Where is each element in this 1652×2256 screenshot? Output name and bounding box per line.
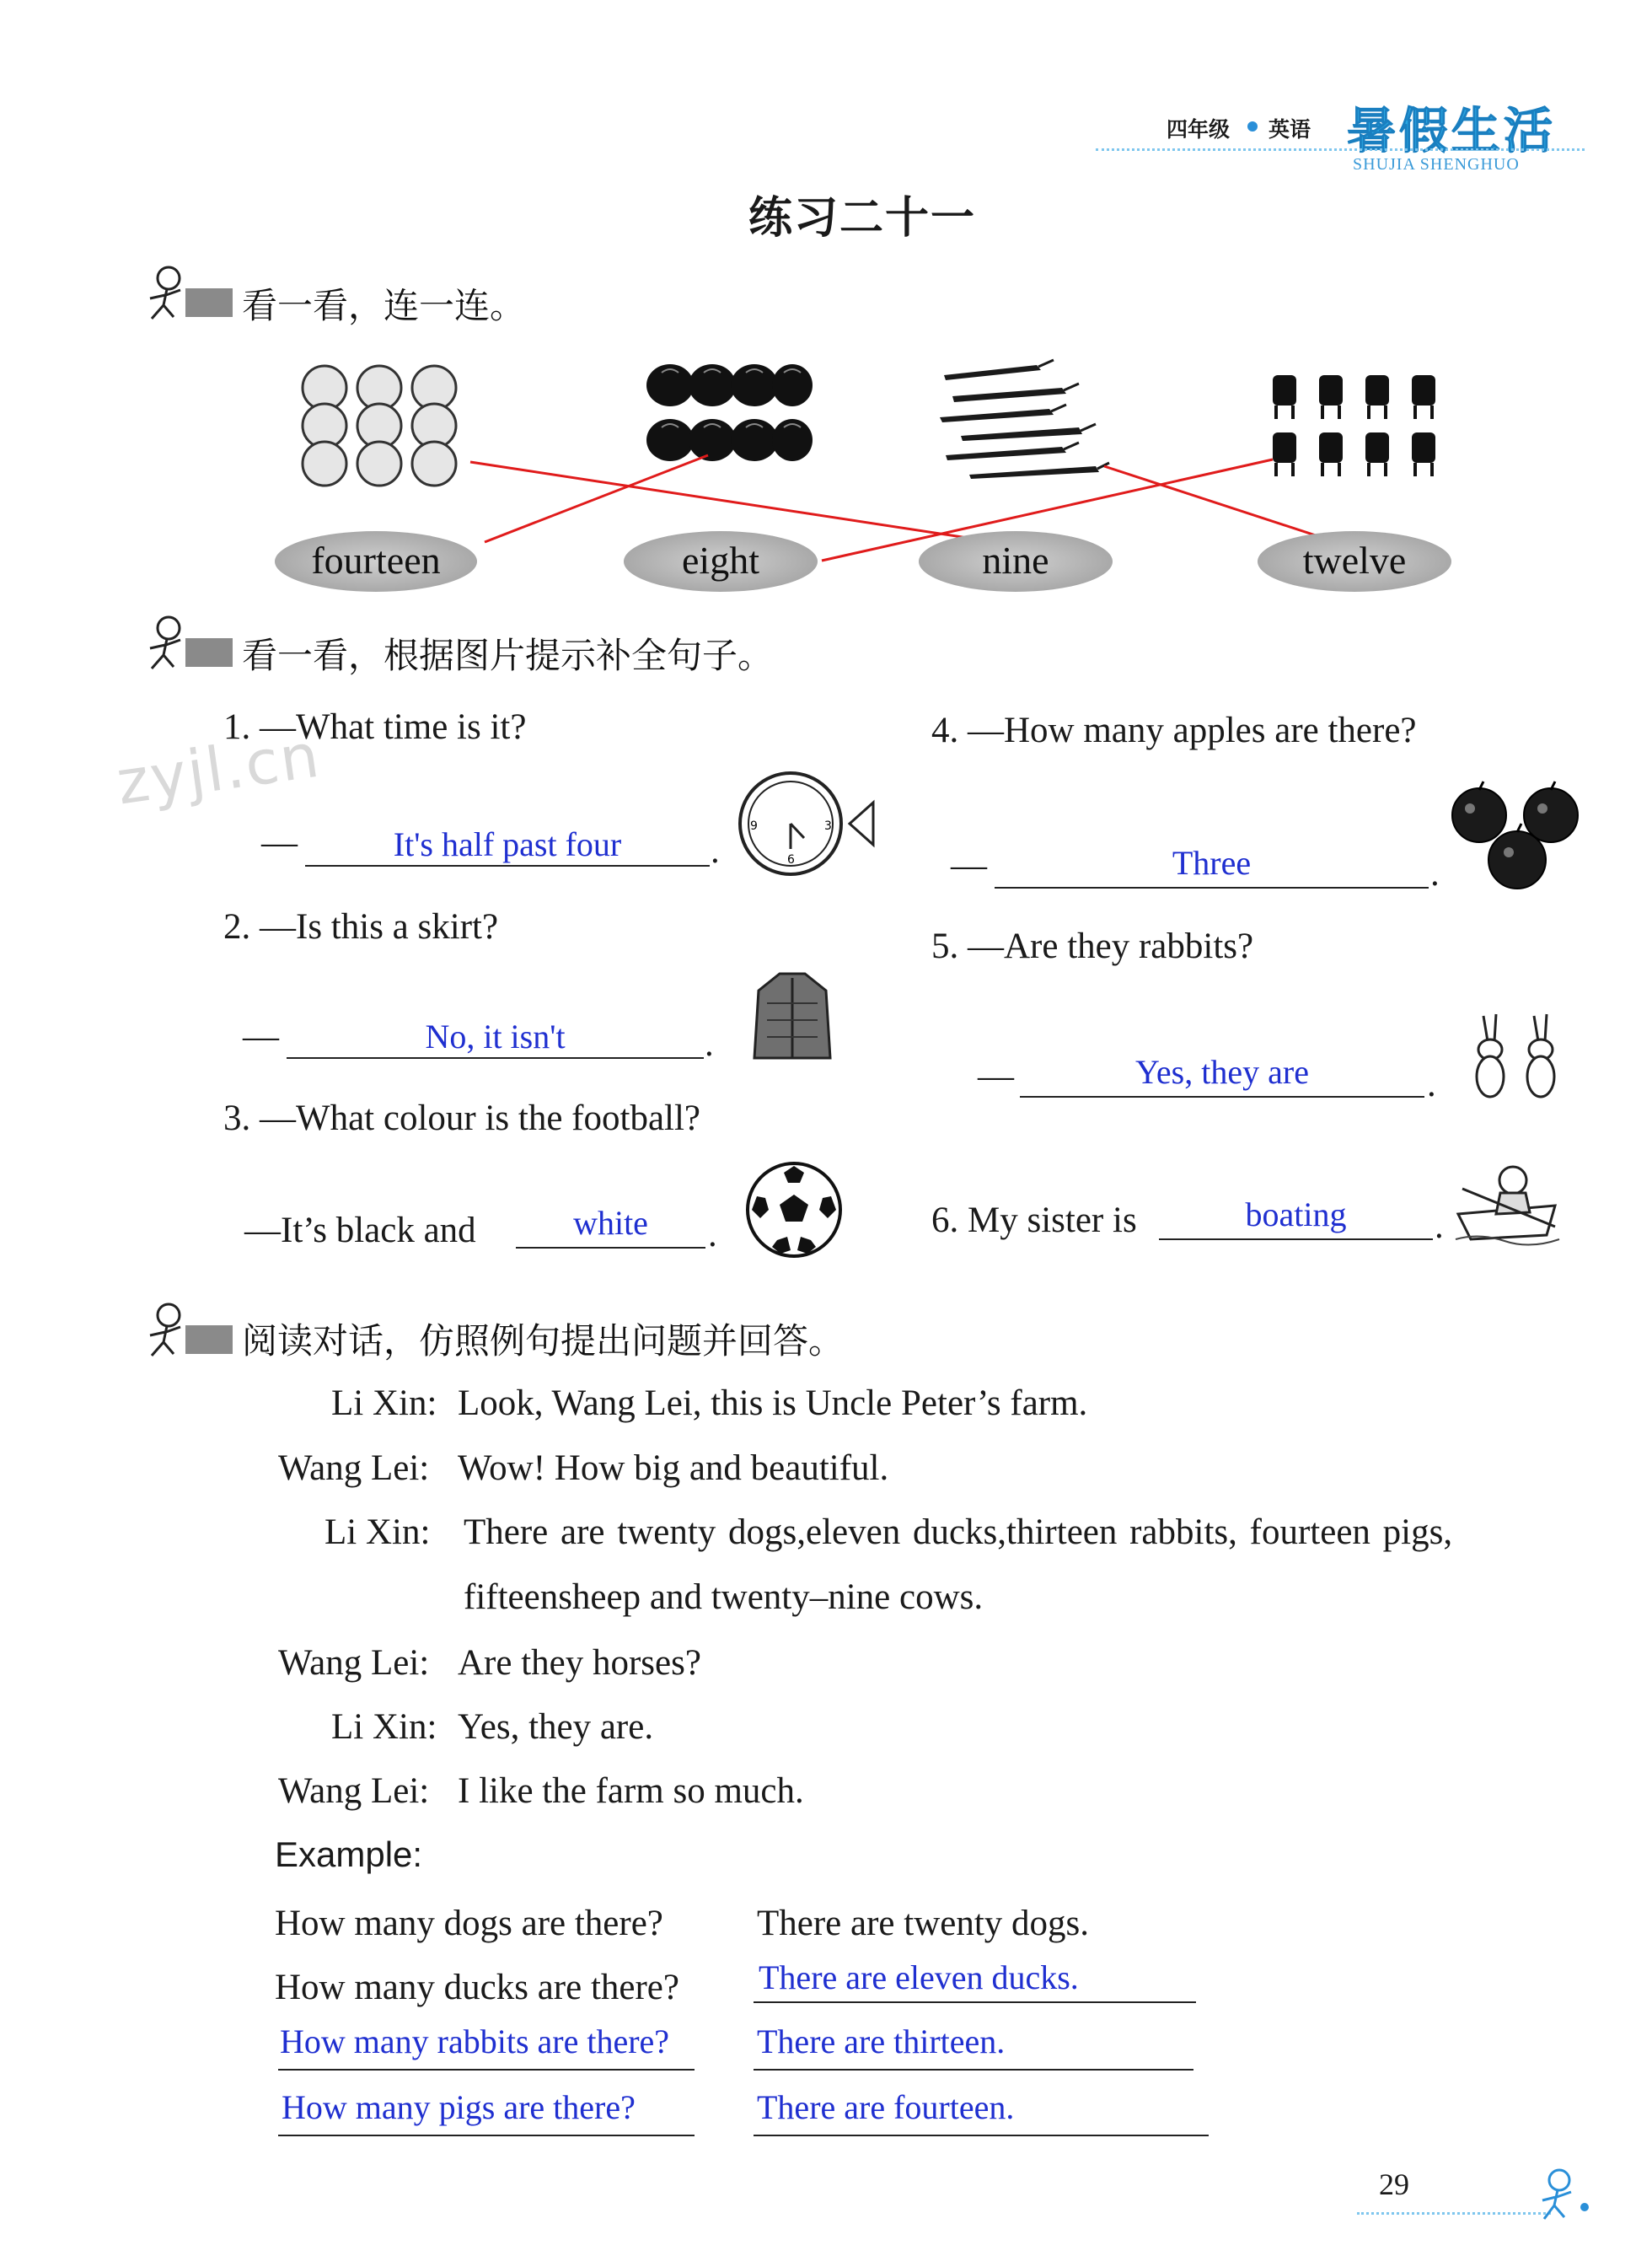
label-oval-eight	[624, 531, 818, 592]
q4-dash: —	[951, 846, 987, 885]
watermark: zyjl.cn	[112, 719, 325, 819]
example-label: Example:	[275, 1834, 423, 1874]
boy-icon	[143, 1298, 234, 1359]
header-subject: 英语	[1268, 117, 1311, 142]
row1-answer-line[interactable]	[754, 1958, 1196, 2003]
apples-image	[1450, 780, 1585, 894]
dialogue-speaker: Wang Lei:	[278, 1771, 430, 1811]
q5-dash: —	[978, 1056, 1014, 1096]
q4-answer: Three	[1172, 844, 1252, 882]
page-number: 29	[1379, 2167, 1409, 2201]
dialogue-line: Are they horses?	[458, 1643, 701, 1683]
q5-period: .	[1427, 1065, 1436, 1104]
label-fourteen: fourteen	[311, 539, 441, 582]
row2-question-line[interactable]	[278, 2022, 695, 2071]
football-image	[743, 1159, 845, 1260]
label-oval-twelve	[1258, 531, 1451, 592]
q5-answer: Yes, they are	[1135, 1053, 1309, 1091]
label-oval-nine	[919, 531, 1113, 592]
q1-period: .	[711, 831, 720, 871]
q3-period: .	[708, 1215, 717, 1254]
label-nine: nine	[982, 539, 1049, 582]
q1-dash: —	[261, 823, 298, 862]
row1-answer: There are eleven ducks.	[759, 1958, 1079, 1996]
dialogue-line: Look, Wang Lei, this is Uncle Peter’s farm.	[458, 1383, 1088, 1423]
dialogue-speaker: Li Xin:	[331, 1707, 437, 1747]
row3-question-line[interactable]	[278, 2087, 695, 2136]
footer-boy-icon	[1534, 2165, 1601, 2224]
header-grade: 四年级	[1167, 117, 1231, 142]
example-answer: There are twenty dogs.	[757, 1904, 1090, 1943]
dialogue-speaker: Li Xin:	[331, 1383, 437, 1423]
q5-question: 5. —Are they rabbits?	[931, 927, 1254, 966]
row3-question: How many pigs are there?	[282, 2088, 636, 2126]
header-logo: 暑假生活	[1347, 102, 1557, 159]
section3-title: 阅读对话，仿照例句提出问题并回答。	[242, 1320, 845, 1362]
q1-question: 1. —What time is it?	[223, 707, 527, 747]
dialogue-line: There are twenty dogs,eleven ducks,thirteen rabbits, fourteen pigs,	[464, 1512, 1453, 1552]
row1-question: How many ducks are there?	[275, 1968, 679, 2007]
q2-period: .	[705, 1024, 714, 1064]
clock-image	[723, 769, 875, 878]
label-oval-fourteen	[275, 531, 477, 592]
q3-answer-line[interactable]	[516, 1203, 705, 1249]
dialogue-line: I like the farm so much.	[458, 1771, 804, 1811]
q4-period: .	[1430, 854, 1440, 894]
label-eight: eight	[682, 539, 759, 582]
svg-text:6: 6	[787, 853, 795, 867]
q4-answer-line[interactable]	[995, 843, 1429, 889]
q6-prefix: 6. My sister is	[931, 1201, 1137, 1240]
q2-answer-line[interactable]	[287, 1017, 704, 1059]
q6-period: .	[1435, 1206, 1444, 1246]
svg-text:3: 3	[824, 819, 832, 833]
q2-question: 2. —Is this a skirt?	[223, 907, 499, 947]
footer-dotted-line	[1357, 2212, 1551, 2215]
example-question: How many dogs are there?	[275, 1904, 663, 1943]
q3-answer: white	[573, 1204, 648, 1242]
q5-answer-line[interactable]	[1020, 1052, 1424, 1098]
section2-title: 看一看，根据图片提示补全句子。	[242, 635, 774, 676]
q4-question: 4. —How many apples are there?	[931, 711, 1417, 750]
dialogue-line-continued: fifteensheep and twenty–nine cows.	[464, 1577, 984, 1617]
label-twelve: twelve	[1302, 539, 1407, 582]
q1-answer: It's half past four	[393, 825, 622, 863]
dialogue-line: Yes, they are.	[458, 1707, 654, 1747]
header-pinyin: SHUJIA SHENGHUO	[1353, 155, 1520, 174]
page-title: 练习二十一	[748, 193, 977, 244]
boy-icon	[143, 611, 234, 672]
row2-answer-line[interactable]	[754, 2022, 1193, 2071]
svg-text:9: 9	[750, 819, 758, 833]
dialogue-line: Wow! How big and beautiful.	[458, 1448, 889, 1488]
q3-prefix: —It’s black and	[244, 1211, 476, 1250]
jacket-image	[750, 970, 834, 1066]
dialogue-speaker: Wang Lei:	[278, 1643, 430, 1683]
q2-dash: —	[243, 1017, 279, 1056]
rabbits-image	[1462, 1007, 1572, 1109]
q6-answer: boating	[1245, 1195, 1347, 1233]
q3-question: 3. —What colour is the football?	[223, 1098, 701, 1138]
row2-question: How many rabbits are there?	[280, 2022, 670, 2060]
q6-answer-line[interactable]	[1159, 1195, 1433, 1240]
row3-answer-line[interactable]	[754, 2087, 1209, 2136]
row2-answer: There are thirteen.	[757, 2022, 1006, 2060]
q1-answer-line[interactable]	[305, 825, 710, 867]
dialogue-speaker: Li Xin:	[324, 1512, 431, 1552]
section1-title: 看一看，连一连。	[242, 285, 526, 326]
q2-answer: No, it isn't	[425, 1018, 566, 1055]
boating-image	[1454, 1155, 1564, 1248]
dialogue-speaker: Wang Lei:	[278, 1448, 430, 1488]
row3-answer: There are fourteen.	[757, 2088, 1015, 2126]
